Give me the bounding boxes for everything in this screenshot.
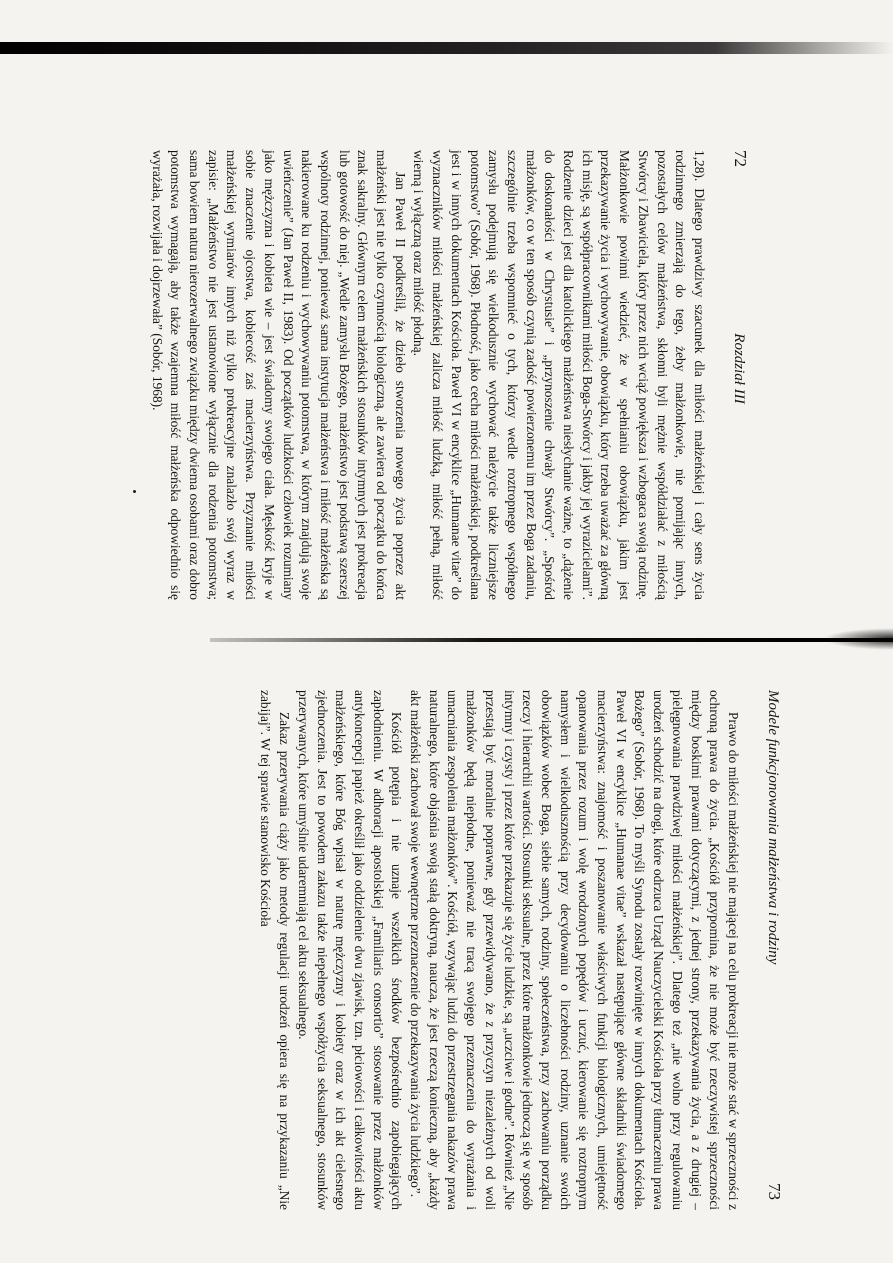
page-fold-shadow <box>823 628 893 650</box>
page-fold-line <box>210 638 893 642</box>
page-header <box>742 690 784 1210</box>
page-body <box>147 150 708 600</box>
scan-edge-shadow <box>0 42 893 54</box>
paragraph: Jan Paweł II podkreślił, że dzieło stworzenia nowego życia poprzez akt małżeński jest nie tylko czynnością biologiczną, ale zawiera od początku do końca znak sakralny. Głównym celem małżeńskich stosunków intymnych jest prokreacja lub gotowość do niej. „Wedle zamysłu Bożego, małżeństwo jest podstawą szerszej wspólnoty rodzinnej, ponieważ sama instytucja małżeństwa i miłość małżeńska są nakierowane ku rodzeniu i wychowywaniu potomstwa, w którym znajdują swoje uwieńczenie” (Jan Paweł II, 1983). Od początków ludzkości człowiek rozumiany jako mężczyzna i kobieta wie – jest świadomy swojego ciała. Męskość kryje w sobie znaczenie ojcostwa, kobiecość zaś macierzyństwa. Przyznanie miłości małżeńskiej wymiarów innych niż tylko prokreacyjne znalazło swój wyraz w zapisie: „Małżeństwo nie jest ustanowione wyłącznie dla rodzenia potomstwa; sama bowiem natura nierozerwalnego związku między dwiema osobami oraz dobro potomstwa wymagają, aby także wzajemna miłość małżeńska odpowiednio się wyrażała, rozwijała i dojrzewała” (Sobór, 1968). <box>149 150 408 600</box>
page-header <box>708 150 750 600</box>
page-number: 72 <box>731 150 750 167</box>
paragraph: Prawo do miłości małżeńskiej nie mającej na celu prokreacji nie może stać w sprzeczności z ochroną prawa do życia. „Kościół przypomina, że nie może być rzeczywistej sprzeczności między boskimi prawami dotyczącymi, z jednej strony, przekazywania życia, a z drugiej – pielęgnowania prawdziwej miłości małżeńskiej”. Dlatego też „nie wolno przy regulowaniu urodzeń schodzić na drogi, które odrzuca Urząd Nauczycielski Kościoła przy tłumaczeniu prawa Bożego” (Sobór, 1968). To myśli Synodu zostały rozwinięte w innych dokumentach Kościoła. Paweł VI w encyklice „Humanae vitae” wskazał następujące główne składniki świadomego macierzyństwa: znajomość i poszanowanie właściwych funkcji biologicznych, umiejętność opanowania przez rozum i wolę wrodzonych popędów i uczuć, kierowanie się roztropnym namysłem i wielkodusznością przy decydowaniu o liczebności rodziny, uznanie swoich obowiązków wobec Boga, siebie samych, rodziny, społeczeństwa, przy zachowaniu porządku rzeczy i hierarchii wartości. Stosunki seksualne, przez które małżonkowie jednoczą się w sposób intymny i czysty i przez które przekazuje się życie ludzkie, są „uczciwe i godne”. Również „Nie przestają być moralnie poprawne, gdy przewidywano, że z przyczyn niezależnych od woli małżonków będą niepłodne, ponieważ nie tracą swojego przeznaczenia do wyrażania i umacniania zespolenia małżonków”. Kościół, wzywając ludzi do przestrzegania nakazów prawa naturalnego, które objaśnia swoją stałą doktryną, naucza, że jest rzeczą konieczną, aby „każdy akt małżeński zachował swoje wewnętrzne przeznaczenie do przekazywania życia ludzkiego”. <box>408 690 741 1210</box>
paragraph: Zakaz przerywania ciąży jako metody regulacji urodzeń opiera się na przykazaniu „Nie zabijaj”. W tej sprawie stanowisko Kościoła <box>258 690 293 1210</box>
paragraph: Kościół potępia i nie uznaje wszelkich środków bezpośrednio zapobiegających zapłodnieniu. W adhoracji apostolskiej „Familiaris consortio” stosowanie przez małżonków antykoncepcji papież określił jako oddzielenie dwu zjawisk, tzn. płciowości i całkowitości aktu małżeńskiego, które Bóg wpisał w naturę mężczyzny i kobiety oraz w ich akt cielesnego zjednoczenia. Jest to powodem zakazu także niepełnego współżycia seksualnego, stosunków przerywanych, które umyślnie udaremniają cel aktu seksualnego. <box>295 690 405 1210</box>
page-72 <box>92 150 750 600</box>
page-body <box>256 690 742 1210</box>
running-title: Modele funkcjonowania małżeństwa i rodziny <box>765 690 781 965</box>
running-title: Rozdział III <box>731 333 747 404</box>
page-number: 73 <box>765 1183 784 1200</box>
paragraph: 1,28). Dlatego prawdziwy szacunek dla miłości małżeńskiej i cały sens życia rodzinnego zmierzają do tego, żeby małżonkowie, nie pomijając innych, pozostałych celów małżeństwa, skłonni byli mężnie współdziałać z miłością Stwórcy i Zbawiciela, który przez nich wciąż powiększa i wzbogaca swoją rodzinę. Małżonkowie powinni wiedzieć, że w spełnianiu obowiązku, jakim jest przekazywanie życia i wychowywanie, obowiązku, który trzeba uważać za główną ich misję, są współpracownikami miłości Boga-Stwórcy i jakby jej wyrazicielami”. Rodzenie dzieci jest dla katolickiego małżeństwa niesłychanie ważne, to „dążenie do doskonałości w Chrystusie” i „przynoszenie chwały Stwórcy”. „Spośród małżonków, co w ten sposób czynią zadość powierzonemu im przez Boga zadaniu, szczególnie trzeba wspomnieć o tych, którzy wedle roztropnego współnego zamysłu podejmują się wielkodusznie wychować należycie także liczniejsze potomstwo” (Sobór, 1968). Płodność, jako cecha miłości małżeńskiej, podkreślana jest i w innych dokumentach Kościoła. Paweł VI w encyklice „Humanae vitae” do wyznaczników miłości małżeńskiej zalicza miłość ludzką, miłość pełną, miłość wierną i wyłączną oraz miłość płodną. <box>411 150 707 600</box>
page-73 <box>82 690 784 1210</box>
